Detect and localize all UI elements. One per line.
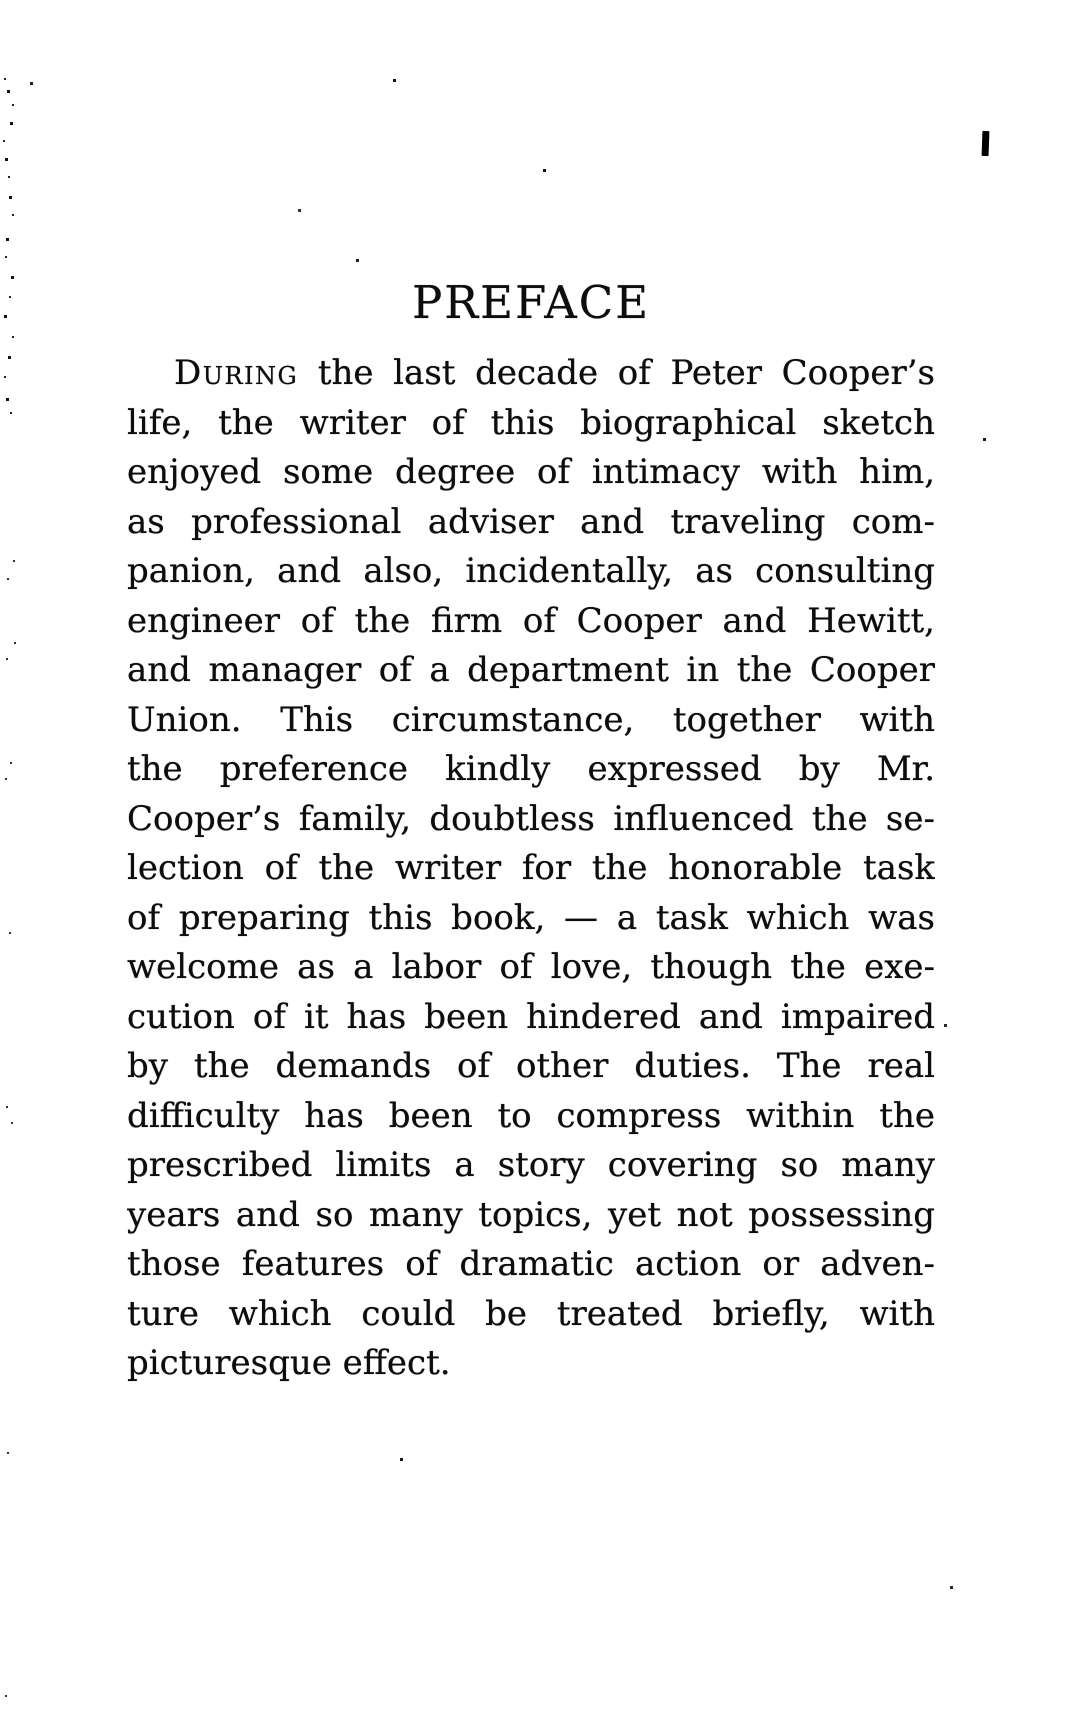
text-line: panion, and also, incidentally, as consulting [127,551,935,591]
preface-paragraph [127,349,935,1389]
text-line: and manager of a department in the Cooper [127,650,935,690]
text-line: lection of the writer for the honorable task [127,848,935,888]
text-line: welcome as a labor of love, though the exe- [127,947,935,987]
text-line: picturesque effect. [127,1343,451,1383]
text-line: by the demands of other duties. The real [127,1046,935,1086]
text-line: difficulty has been to compress within the [127,1095,935,1136]
stray-ink-mark [982,131,990,156]
text-line: During the last decade of Peter Cooper’s [174,353,935,393]
lead-word: During [174,353,299,393]
text-line: cution of it has been hindered and impaired [127,996,935,1037]
text-line: years and so many topics, yet not possessing [127,1194,935,1235]
text-line: those features of dramatic action or adven- [127,1244,935,1284]
text-line: of preparing this book, — a task which was [127,897,935,938]
text-line: enjoyed some degree of intimacy with him, [127,452,935,492]
text-line: Cooper’s family, doubtless influenced the se- [127,798,935,839]
text-line: Union. This circumstance, together with [127,699,935,740]
text-line: ture which could be treated briefly, with [127,1293,935,1334]
text-line: life, the writer of this biographical sketch [127,402,935,443]
scan-speckles [0,0,2,2]
text-line: prescribed limits a story covering so many [127,1145,935,1185]
text-line: engineer of the firm of Cooper and Hewitt, [127,600,935,641]
page-title: PREFACE [411,276,651,329]
text-line: the preference kindly expressed by Mr. [127,749,935,789]
text-line: as professional adviser and traveling com- [127,501,935,542]
